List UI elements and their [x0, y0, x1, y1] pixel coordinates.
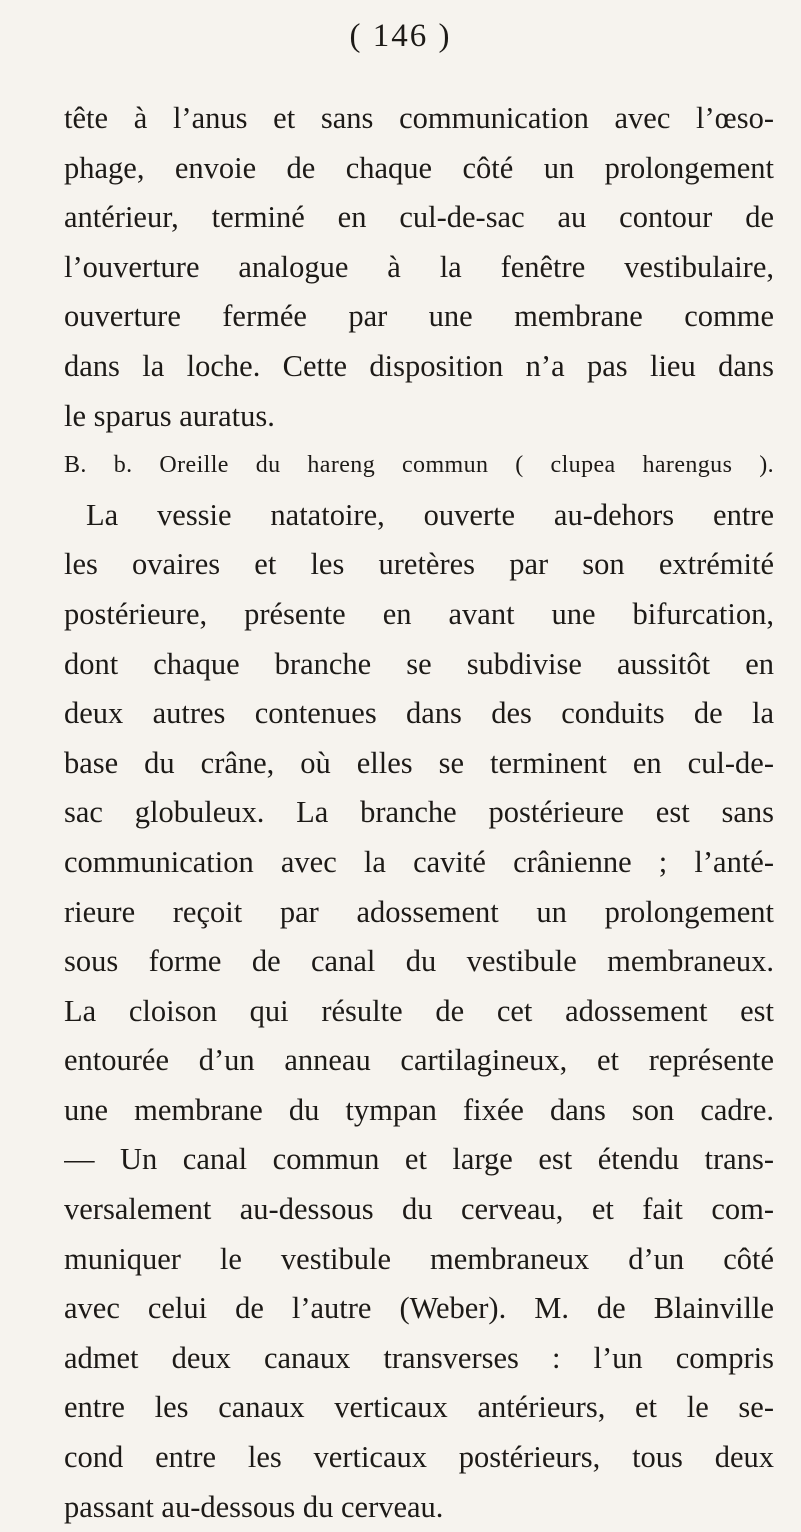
text-line: admet deux canaux transverses : l’un compris [64, 1340, 774, 1375]
text-line: communication avec la cavité crânienne ; l’anté- [64, 844, 774, 879]
text-line: base du crâne, où elles se terminent en cul-de- [64, 745, 774, 780]
text-line: — Un canal commun et large est étendu trans- [64, 1142, 774, 1177]
text-line: une membrane du tympan fixée dans son cadre. [64, 1092, 774, 1127]
text-line: ouverture fermée par une membrane comme [64, 299, 774, 334]
text-line: dont chaque branche se subdivise aussitôt en [64, 646, 774, 681]
text-line: sac globuleux. La branche postérieure est sans [64, 795, 774, 830]
text-line: le sparus auratus. [64, 398, 275, 433]
text-line: entre les canaux verticaux antérieurs, et le se- [64, 1390, 774, 1425]
text-line: avec celui de l’autre (Weber). M. de Blainville [64, 1291, 774, 1326]
text-line: entourée d’un anneau cartilagineux, et représente [64, 1043, 774, 1078]
text-line: cond entre les verticaux postérieurs, tous deux [64, 1440, 774, 1475]
text-line: phage, envoie de chaque côté un prolongement [64, 150, 774, 185]
text-block [64, 94, 774, 1532]
text-line: versalement au-dessous du cerveau, et fait com- [64, 1192, 774, 1227]
text-line: dans la loche. Cette disposition n’a pas lieu dans [64, 348, 774, 383]
page-number: ( 146 ) [349, 18, 452, 54]
text-line: deux autres contenues dans des conduits de la [64, 696, 774, 731]
text-line: La vessie natatoire, ouverte au-dehors entre [86, 497, 774, 532]
text-line: La cloison qui résulte de cet adossement est [64, 993, 774, 1028]
text-line: passant au-dessous du cerveau. [64, 1489, 444, 1524]
section-heading: B. b. Oreille du hareng commun ( clupea harengus ). [64, 452, 774, 479]
text-line: tête à l’anus et sans communication avec l’œso- [64, 101, 774, 135]
text-line: les ovaires et les uretères par son extrémité [64, 547, 774, 582]
text-line: postérieure, présente en avant une bifurcation, [64, 596, 774, 631]
text-line: sous forme de canal du vestibule membraneux. [64, 944, 774, 979]
text-line: muniquer le vestibule membraneux d’un côté [64, 1241, 774, 1276]
text-line: antérieur, terminé en cul-de-sac au contour de [64, 200, 774, 235]
text-line: rieure reçoit par adossement un prolongement [64, 894, 774, 929]
text-line: l’ouverture analogue à la fenêtre vestibulaire, [64, 249, 774, 284]
